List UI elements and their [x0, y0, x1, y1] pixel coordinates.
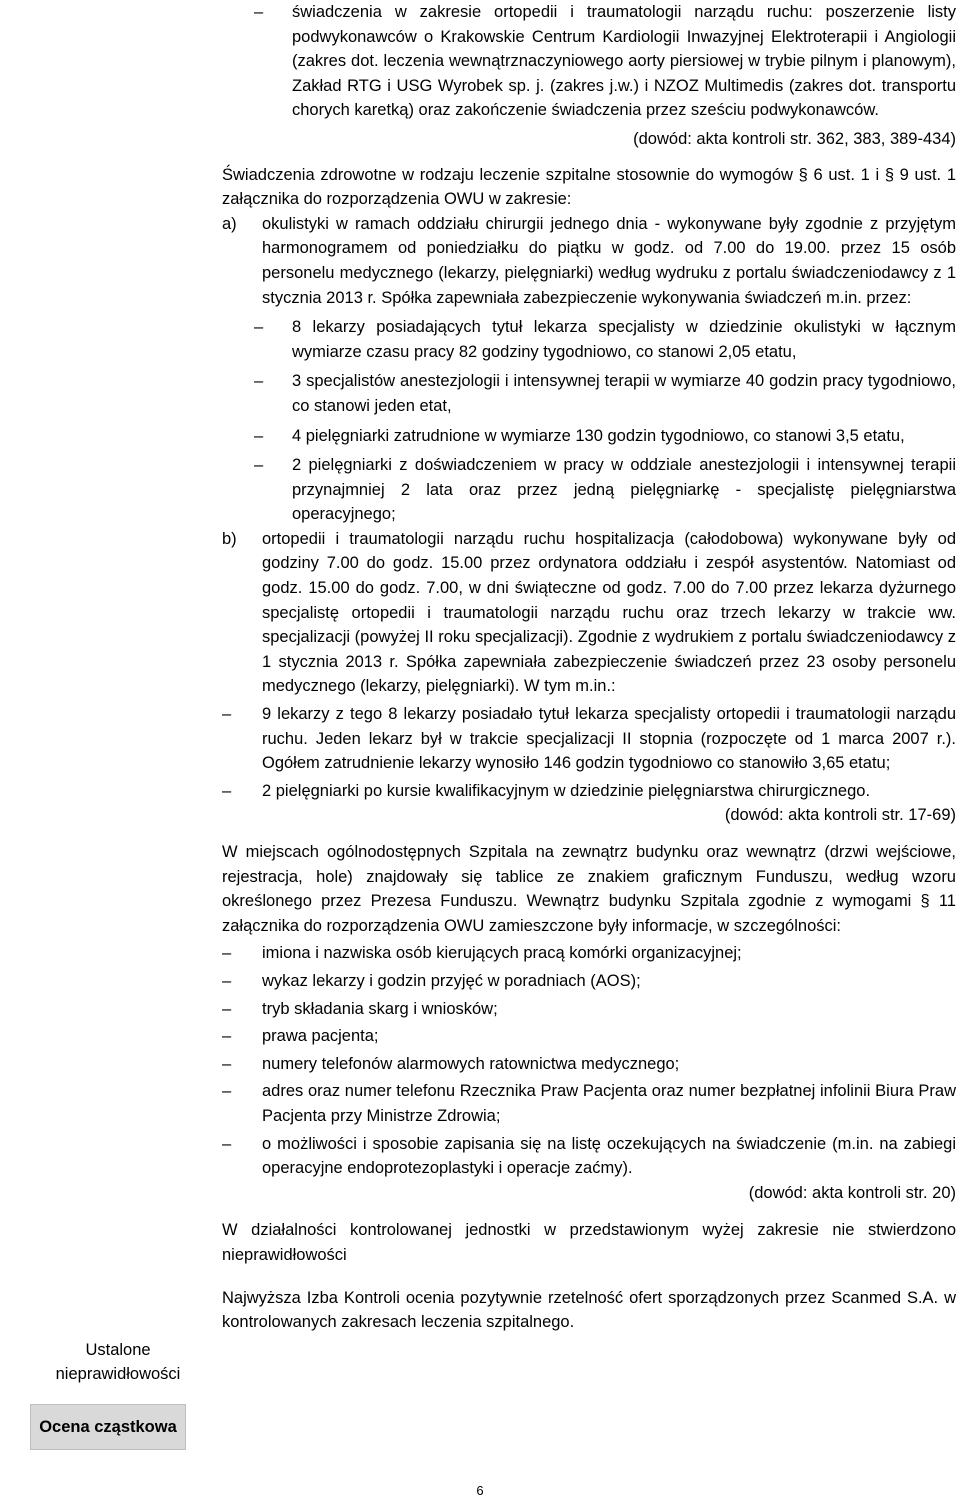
dash-bullet: – — [222, 1027, 232, 1046]
evidence-note: (dowód: akta kontroli str. 362, 383, 389-434) — [633, 129, 956, 148]
list-item-text: 2 pielęgniarki z doświadczeniem w pracy w oddziale anestezjologii i intensywnej terapii przynajmniej 2 lata oraz przez jedną pielęgniarkę - specjalistę pielęgniarstwa operacyjnego; — [292, 456, 956, 524]
list-item — [222, 1132, 956, 1181]
list-item — [222, 941, 956, 966]
list-item-text: 3 specjalistów anestezjologii i intensywnej terapii w wymiarze 40 godzin pracy tygodniowo, co stanowi jeden etat, — [292, 372, 956, 415]
list-item-text: prawa pacjenta; — [262, 1027, 379, 1046]
paragraph-ocena: Najwyższa Izba Kontroli ocenia pozytywnie rzetelność ofert sporządzonych przez Scanmed S.A. w kontrolowanych zakresach leczenia szpitalnego. — [222, 1288, 956, 1332]
dash-bullet: – — [254, 318, 264, 337]
list-item — [222, 1024, 956, 1049]
list-item — [222, 1052, 956, 1077]
main-text — [222, 0, 956, 1335]
list-item-text: wykaz lekarzy i godzin przyjęć w poradniach (AOS); — [262, 971, 641, 990]
list-item — [222, 315, 956, 364]
evidence-note: (dowód: akta kontroli str. 17-69) — [724, 806, 956, 825]
dash-bullet: – — [222, 781, 232, 800]
list-item-b — [222, 527, 956, 699]
dash-bullet: – — [222, 944, 232, 963]
ocena-czastkowa-text: Ocena cząstkowa — [39, 1417, 177, 1436]
list-item — [222, 424, 956, 449]
list-item-text: świadczenia w zakresie ortopedii i traumatologii narządu ruchu: poszerzenie listy podwykonawców o Krakowskie Centrum Kardiologii Inwazyjnej Elektroterapii i Angiologii (zakres dot. leczenia wewnątrznaczyniowego aorty piersiowej w trybie pilnym i planowym), Zakład RTG i USG Wyrobek sp. j. (zakres j.w.) i NZOZ Multimedis (zakres dot. transportu chorych karetką) oraz zakończenie świadczenia przez sześciu podwykonawców. — [292, 3, 956, 120]
list-item — [222, 1079, 956, 1128]
evidence-note: (dowód: akta kontroli str. 20) — [748, 1183, 956, 1202]
dash-bullet: – — [254, 372, 264, 391]
dash-bullet: – — [222, 1054, 232, 1073]
list-item — [222, 997, 956, 1022]
list-item-text: imiona i nazwiska osób kierujących pracą komórki organizacyjnej; — [262, 944, 742, 963]
list-item — [222, 453, 956, 527]
list-item — [218, 0, 956, 123]
list-letter: a) — [222, 214, 237, 233]
paragraph-szpitalne-intro: Świadczenia zdrowotne w rodzaju leczenie szpitalne stosownie do wymogów § 6 ust. 1 i § 9 ust. 1 załącznika do rozporządzenia OWU w zakresie: — [222, 165, 956, 209]
page-number: 6 — [476, 1483, 484, 1498]
sidebar-label-ustalone-nieprawidlowosci: Ustalone nieprawidłowości — [55, 1341, 181, 1383]
list-item-text: numery telefonów alarmowych ratownictwa medycznego; — [262, 1054, 680, 1073]
dash-bullet: – — [254, 456, 264, 475]
list-item-a — [222, 212, 956, 310]
list-item — [222, 702, 956, 776]
dash-bullet: – — [222, 705, 232, 724]
dash-bullet: – — [222, 1082, 232, 1101]
list-item — [222, 969, 956, 994]
list-item-text: 4 pielęgniarki zatrudnione w wymiarze 130 godzin tygodniowo, co stanowi 3,5 etatu, — [292, 426, 905, 445]
list-item-text: adres oraz numer telefonu Rzecznika Praw Pacjenta oraz numer bezpłatnej infolinii Biura Praw Pacjenta przy Ministrze Zdrowia; — [262, 1082, 956, 1125]
list-item-text: tryb składania skarg i wniosków; — [262, 999, 498, 1018]
dash-bullet: – — [254, 426, 264, 445]
paragraph-informacje: W miejscach ogólnodostępnych Szpitala na zewnątrz budynku oraz wewnątrz (drzwi wejściowe, rejestracja, hole) znajdowały się tablice ze znakiem graficznym Funduszu, według wzoru określonego przez Prezesa Funduszu. Wewnątrz budynku Szpitala zgodnie z wymogami § 11 załącznika do rozporządzenia OWU zamieszczone były informacje, w szczególności: — [222, 843, 956, 935]
list-item — [222, 369, 956, 418]
list-item-text: o możliwości i sposobie zapisania się na listę oczekujących na świadczenie (m.in. na zabiegi operacyjne endoprotezoplastyki i operacje zaćmy). — [262, 1134, 956, 1178]
list-item-text: 2 pielęgniarki po kursie kwalifikacyjnym w dziedzinie pielęgniarstwa chirurgicznego. — [262, 781, 871, 800]
dash-bullet: – — [222, 999, 232, 1018]
dash-bullet: – — [222, 1134, 232, 1153]
list-item-a-text: okulistyki w ramach oddziału chirurgii jednego dnia - wykonywane były zgodnie z przyjętym harmonogramem od poniedziałku do piątku w godz. od 7.00 do 19.00. przez 15 osób personelu medycznego (lekarzy, pielęgniarki) według wydruku z portalu świadczeniodawcy z 1 stycznia 2013 r. Spółka zapewniała zabezpieczenie wykonywania świadczeń m.in. przez: — [262, 214, 956, 307]
sidebar-label-ocena-czastkowa — [30, 1404, 186, 1450]
list-letter: b) — [222, 529, 237, 548]
list-item-text: 9 lekarzy z tego 8 lekarzy posiadało tytuł lekarza specjalisty ortopedii i traumatologii narządu ruchu. Jeden lekarz był w trakcie specjalizacji II stopnia (rozpoczęte od 1 marca 2007 r.). Ogółem zatrudnienie lekarzy wynosiło 146 godzin tygodniowo co stanowiło 3,65 etatu; — [262, 705, 956, 773]
dash-bullet: – — [222, 971, 232, 990]
list-item-b-text: ortopedii i traumatologii narządu ruchu hospitalizacja (całodobowa) wykonywane były od godziny 7.00 do godz. 15.00 przez ordynatora oddziału i zespół asystentów. Natomiast od godz. 15.00 do godz. 7.00, w dni świąteczne od godz. 7.00 do 7.00 przez lekarza dyżurnego specjalistę ortopedii i traumatologii narządu ruchu oraz trzech lekarzy w trakcie ww. specjalizacji (powyżej II roku specjalizacji). Zgodnie z wydrukiem z portalu świadczeniodawcy z 1 stycznia 2013 r. Spółka zapewniała zabezpieczenie świadczeń przez 23 osoby personelu medycznego (lekarzy, pielęgniarki). W tym m.in.: — [262, 529, 956, 696]
paragraph-nieprawidlowosci: W działalności kontrolowanej jednostki w przedstawionym wyżej zakresie nie stwierdzono nieprawidłowości — [222, 1221, 956, 1264]
list-item-text: 8 lekarzy posiadających tytuł lekarza specjalisty w dziedzinie okulistyki w łącznym wymiarze czasu pracy 82 godziny tygodniowo, co stanowi 2,05 etatu, — [292, 318, 956, 361]
dash-bullet: – — [254, 3, 264, 21]
list-item — [222, 779, 956, 804]
